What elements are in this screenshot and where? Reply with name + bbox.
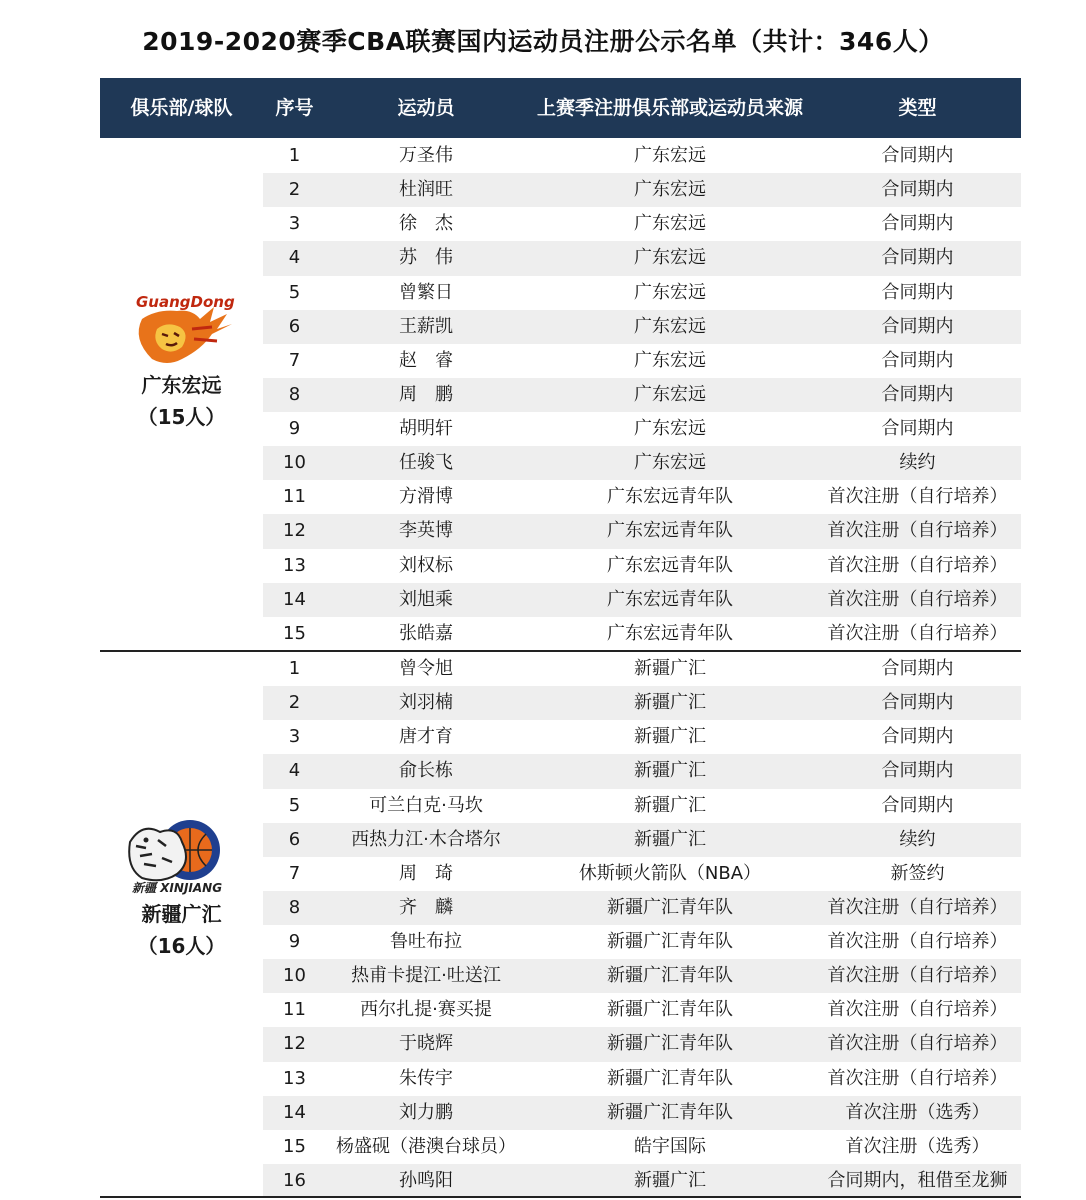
row-player: 张皓嘉 (399, 622, 453, 644)
row-type: 合同期内 (881, 247, 954, 269)
table-row (263, 207, 1021, 241)
row-player: 可兰白克·马坎 (369, 794, 483, 816)
table-row (263, 1096, 1021, 1130)
row-source: 新疆广汇 (634, 828, 706, 850)
row-type: 首次注册（自行培养） (827, 999, 1008, 1021)
row-type: 合同期内 (881, 349, 954, 371)
row-type: 合同期内 (881, 179, 954, 201)
row-source: 新疆广汇青年队 (607, 999, 733, 1021)
table-row (263, 789, 1021, 823)
row-type: 首次注册（自行培养） (827, 486, 1008, 508)
row-index: 12 (283, 520, 306, 542)
row-index: 3 (288, 213, 301, 235)
row-type: 首次注册（自行培养） (827, 965, 1008, 987)
row-type: 续约 (899, 452, 936, 474)
row-player: 孙鸣阳 (399, 1169, 453, 1191)
table-row (263, 173, 1021, 207)
club-name: 新疆广汇 (141, 902, 222, 926)
row-type: 首次注册（自行培养） (827, 896, 1008, 918)
row-player: 曾繁日 (399, 281, 453, 303)
row-type: 合同期内 (881, 692, 954, 714)
club-cell (100, 289, 263, 433)
header-index: 序号 (275, 97, 314, 119)
row-index: 4 (288, 760, 301, 782)
row-index: 5 (288, 794, 301, 816)
table-row (263, 857, 1021, 891)
row-player: 朱传宇 (399, 1067, 453, 1089)
row-index: 6 (288, 828, 301, 850)
row-source: 新疆广汇青年队 (607, 1067, 733, 1089)
row-index: 9 (288, 418, 301, 439)
header-player: 运动员 (397, 97, 455, 119)
row-index: 1 (288, 145, 301, 166)
row-source: 新疆广汇青年队 (607, 965, 733, 987)
row-player: 任骏飞 (399, 452, 453, 474)
table-row (263, 652, 1021, 686)
row-type: 合同期内 (881, 658, 954, 679)
row-source: 广东宏远 (634, 452, 706, 474)
row-player: 于晓辉 (399, 1033, 453, 1055)
row-type: 合同期内 (881, 726, 954, 748)
header-source: 上赛季注册俱乐部或运动员来源 (536, 97, 803, 119)
row-source: 广东宏远青年队 (607, 622, 733, 644)
table-row (263, 241, 1021, 275)
row-source: 广东宏远 (634, 315, 706, 337)
row-index: 8 (288, 383, 301, 405)
row-player: 俞长栋 (399, 760, 453, 782)
row-index: 5 (288, 281, 301, 303)
table-row (263, 412, 1021, 446)
row-source: 广东宏远 (634, 383, 706, 405)
row-player: 西尔扎提·赛买提 (360, 999, 492, 1021)
row-player: 刘权标 (399, 554, 453, 576)
row-type: 合同期内 (881, 794, 954, 816)
row-index: 8 (288, 896, 301, 918)
logo-text: GuangDong (135, 293, 235, 311)
table-row (263, 891, 1021, 925)
row-player: 周 琦 (399, 862, 453, 884)
row-player: 赵 睿 (399, 349, 453, 371)
row-source: 新疆广汇 (634, 658, 706, 679)
row-source: 皓宇国际 (634, 1135, 706, 1157)
row-source: 广东宏远 (634, 179, 706, 201)
table-row (263, 925, 1021, 959)
row-type: 合同期内 (881, 315, 954, 337)
row-index: 14 (283, 588, 306, 610)
row-type: 合同期内 (881, 145, 954, 166)
table-row (263, 344, 1021, 378)
table-row (263, 514, 1021, 548)
row-type: 合同期内 (881, 383, 954, 405)
table-row (263, 720, 1021, 754)
row-index: 2 (288, 692, 301, 714)
club-count: （16人） (137, 934, 226, 958)
row-index: 6 (288, 315, 301, 337)
table-row (263, 959, 1021, 993)
row-type: 首次注册（自行培养） (827, 931, 1008, 952)
row-index: 14 (283, 1101, 306, 1123)
row-source: 新疆广汇青年队 (607, 896, 733, 918)
table-row (263, 1130, 1021, 1164)
row-player: 刘羽楠 (399, 692, 453, 714)
row-index: 11 (283, 486, 306, 508)
row-source: 广东宏远 (634, 247, 706, 269)
row-index: 7 (288, 862, 301, 884)
table-row (263, 378, 1021, 412)
table-row (263, 993, 1021, 1027)
row-source: 广东宏远 (634, 145, 706, 166)
table-row (263, 1164, 1021, 1198)
table-row (263, 276, 1021, 310)
table-row (263, 686, 1021, 720)
row-player: 西热力江·木合塔尔 (351, 828, 501, 850)
row-source: 新疆广汇青年队 (607, 1101, 733, 1123)
row-type: 合同期内 (881, 760, 954, 782)
row-type: 首次注册（自行培养） (827, 520, 1008, 542)
row-type: 续约 (899, 828, 936, 850)
table-row (263, 823, 1021, 857)
table-row (263, 549, 1021, 583)
row-type: 首次注册（自行培养） (827, 622, 1008, 644)
row-type: 合同期内 (881, 213, 954, 235)
table-row (263, 480, 1021, 514)
row-source: 广东宏远 (634, 418, 706, 439)
row-player: 杜润旺 (399, 179, 453, 201)
table-row (263, 1027, 1021, 1061)
player-rows (263, 652, 1021, 1198)
row-type: 首次注册（自行培养） (827, 1033, 1008, 1055)
row-index: 11 (283, 999, 306, 1021)
row-index: 10 (283, 452, 306, 474)
row-index: 7 (288, 349, 301, 371)
row-source: 广东宏远 (634, 213, 706, 235)
logo-text: 新疆 XINJIANG (131, 881, 222, 895)
row-index: 12 (283, 1033, 306, 1055)
row-source: 广东宏远 (634, 281, 706, 303)
row-source: 广东宏远青年队 (607, 486, 733, 508)
guangdong-tiger-logo (122, 289, 242, 369)
header-type: 类型 (898, 97, 937, 119)
row-source: 新疆广汇青年队 (607, 931, 733, 952)
row-type: 首次注册（自行培养） (827, 588, 1008, 610)
row-source: 新疆广汇 (634, 692, 706, 714)
row-index: 4 (288, 247, 301, 269)
row-type: 合同期内 (881, 281, 954, 303)
table-row (263, 446, 1021, 480)
row-source: 广东宏远 (634, 349, 706, 371)
row-player: 胡明轩 (399, 418, 453, 439)
row-index: 2 (288, 179, 301, 201)
row-type: 合同期内 (881, 418, 954, 439)
row-type: 首次注册（自行培养） (827, 1067, 1008, 1089)
row-source: 广东宏远青年队 (607, 588, 733, 610)
row-index: 3 (288, 726, 301, 748)
row-index: 16 (283, 1169, 306, 1191)
row-player: 李英博 (399, 520, 453, 542)
row-source: 新疆广汇 (634, 726, 706, 748)
row-source: 新疆广汇 (634, 794, 706, 816)
table-bottom-border (100, 1196, 1021, 1198)
club-count: （15人） (137, 405, 226, 429)
row-index: 1 (288, 658, 301, 679)
xinjiang-tiger-logo (122, 812, 242, 898)
row-index: 15 (283, 622, 306, 644)
row-player: 刘旭乘 (399, 588, 453, 610)
row-type: 首次注册（选秀） (845, 1135, 990, 1157)
page-title: 2019-2020赛季CBA联赛国内运动员注册公示名单（共计：346人） (142, 27, 944, 56)
club-name: 广东宏远 (141, 373, 222, 397)
table-row (263, 617, 1021, 651)
row-player: 苏 伟 (399, 247, 453, 269)
row-source: 新疆广汇 (634, 1169, 706, 1191)
row-player: 热甫卡提江·吐送江 (351, 965, 501, 987)
table-row (263, 583, 1021, 617)
row-type: 首次注册（自行培养） (827, 554, 1008, 576)
row-index: 10 (283, 965, 306, 987)
table-header (100, 78, 1021, 138)
row-index: 15 (283, 1135, 306, 1157)
row-source: 新疆广汇 (634, 760, 706, 782)
row-source: 休斯顿火箭队（NBA） (578, 862, 762, 884)
row-player: 方滑博 (399, 486, 453, 508)
row-index: 13 (283, 1067, 306, 1089)
row-player: 杨盛砚（港澳台球员） (336, 1135, 516, 1157)
row-type: 首次注册（选秀） (845, 1101, 990, 1123)
row-player: 王薪凯 (399, 315, 453, 337)
row-player: 鲁吐布拉 (390, 931, 462, 952)
row-index: 13 (283, 554, 306, 576)
row-source: 广东宏远青年队 (607, 554, 733, 576)
row-player: 万圣伟 (399, 145, 453, 166)
header-club: 俱乐部/球队 (130, 97, 233, 119)
row-source: 广东宏远青年队 (607, 520, 733, 542)
table-row (263, 139, 1021, 173)
row-index: 9 (288, 931, 301, 952)
player-rows (263, 139, 1021, 651)
table-row (263, 1062, 1021, 1096)
table-row (263, 310, 1021, 344)
row-player: 齐 麟 (399, 896, 453, 918)
row-type: 新签约 (890, 862, 945, 884)
row-player: 徐 杰 (399, 213, 453, 235)
row-player: 唐才育 (399, 726, 453, 748)
row-source: 新疆广汇青年队 (607, 1033, 733, 1055)
row-player: 曾令旭 (399, 658, 453, 679)
row-player: 周 鹏 (399, 383, 453, 405)
row-type: 合同期内，租借至龙狮 (827, 1169, 1008, 1191)
club-cell (100, 812, 263, 962)
table-row (263, 754, 1021, 788)
row-player: 刘力鹏 (399, 1101, 453, 1123)
